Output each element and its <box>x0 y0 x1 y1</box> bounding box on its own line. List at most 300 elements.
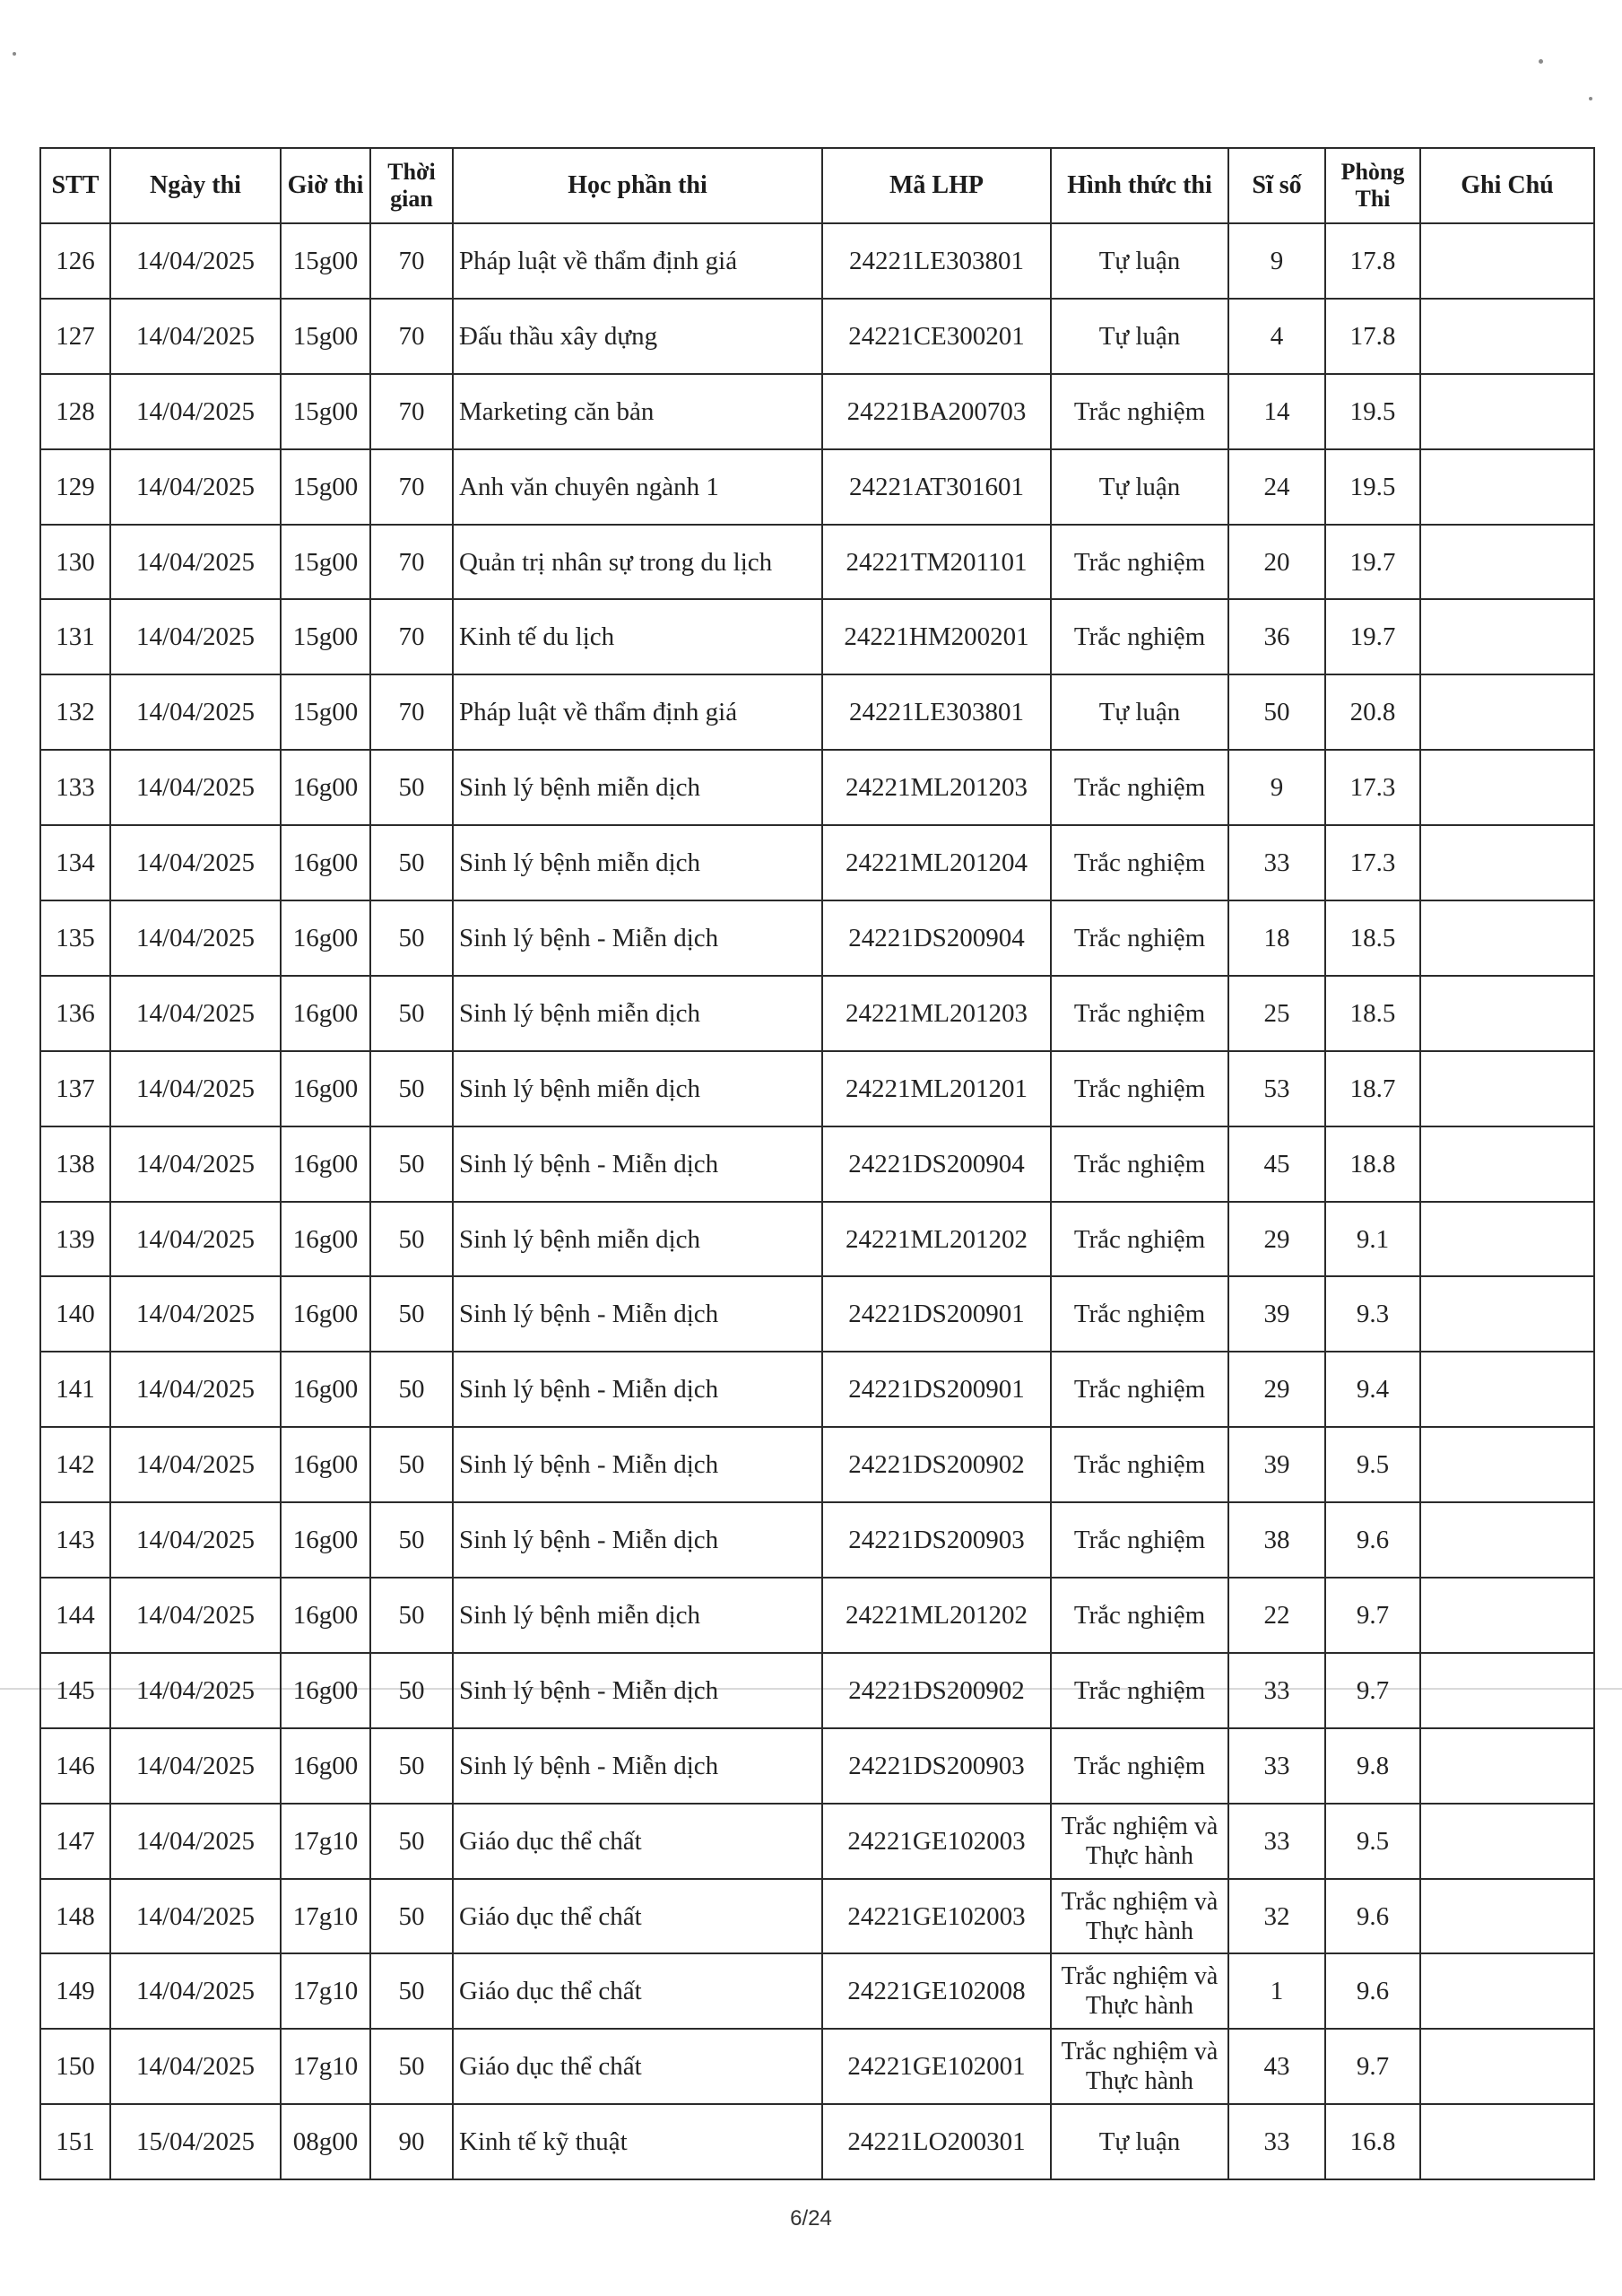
cell-stt: 140 <box>40 1276 110 1352</box>
cell-stt: 137 <box>40 1051 110 1126</box>
cell-code: 24221TM201101 <box>822 525 1051 600</box>
cell-code: 24221DS200901 <box>822 1352 1051 1427</box>
cell-stt: 148 <box>40 1879 110 1954</box>
cell-subject: Sinh lý bệnh miễn dịch <box>453 1578 822 1653</box>
cell-room: 19.7 <box>1325 525 1420 600</box>
cell-subject: Sinh lý bệnh miễn dịch <box>453 1051 822 1126</box>
cell-room: 18.5 <box>1325 976 1420 1051</box>
table-row <box>40 374 1594 449</box>
cell-date: 14/04/2025 <box>110 1502 281 1578</box>
cell-time: 16g00 <box>281 900 370 976</box>
cell-note <box>1420 1953 1594 2029</box>
cell-format: Trắc nghiệm <box>1051 1427 1228 1502</box>
cell-room: 9.1 <box>1325 1202 1420 1277</box>
cell-note <box>1420 374 1594 449</box>
cell-format: Trắc nghiệm <box>1051 1578 1228 1653</box>
cell-stt: 142 <box>40 1427 110 1502</box>
cell-subject: Sinh lý bệnh - Miễn dịch <box>453 1427 822 1502</box>
table-row <box>40 1352 1594 1427</box>
cell-note <box>1420 1804 1594 1879</box>
table-row <box>40 1502 1594 1578</box>
cell-note <box>1420 750 1594 825</box>
cell-note <box>1420 1728 1594 1804</box>
cell-duration: 50 <box>370 1202 453 1277</box>
cell-room: 19.7 <box>1325 599 1420 674</box>
cell-count: 45 <box>1228 1126 1325 1202</box>
cell-time: 16g00 <box>281 1578 370 1653</box>
cell-subject: Sinh lý bệnh - Miễn dịch <box>453 1276 822 1352</box>
cell-room: 16.8 <box>1325 2104 1420 2179</box>
cell-time: 16g00 <box>281 1427 370 1502</box>
cell-stt: 126 <box>40 223 110 299</box>
cell-note <box>1420 449 1594 525</box>
cell-time: 16g00 <box>281 1276 370 1352</box>
cell-format: Trắc nghiệm <box>1051 976 1228 1051</box>
cell-stt: 127 <box>40 299 110 374</box>
cell-date: 14/04/2025 <box>110 223 281 299</box>
cell-time: 16g00 <box>281 750 370 825</box>
table-row <box>40 449 1594 525</box>
table-row <box>40 1276 1594 1352</box>
cell-room: 9.6 <box>1325 1502 1420 1578</box>
cell-count: 43 <box>1228 2029 1325 2104</box>
cell-code: 24221HM200201 <box>822 599 1051 674</box>
cell-format: Trắc nghiệm <box>1051 1126 1228 1202</box>
cell-code: 24221GE102003 <box>822 1804 1051 1879</box>
cell-code: 24221BA200703 <box>822 374 1051 449</box>
cell-stt: 134 <box>40 825 110 900</box>
cell-count: 29 <box>1228 1202 1325 1277</box>
cell-code: 24221GE102008 <box>822 1953 1051 2029</box>
cell-date: 14/04/2025 <box>110 2029 281 2104</box>
cell-code: 24221DS200903 <box>822 1502 1051 1578</box>
cell-note <box>1420 1578 1594 1653</box>
cell-duration: 50 <box>370 825 453 900</box>
header-subject: Học phần thi <box>453 148 822 223</box>
cell-stt: 139 <box>40 1202 110 1277</box>
exam-schedule-table <box>39 147 1595 2180</box>
cell-count: 36 <box>1228 599 1325 674</box>
cell-subject: Giáo dục thể chất <box>453 2029 822 2104</box>
cell-code: 24221GE102003 <box>822 1879 1051 1954</box>
cell-duration: 70 <box>370 525 453 600</box>
cell-date: 14/04/2025 <box>110 1126 281 1202</box>
cell-format: Trắc nghiệm <box>1051 1728 1228 1804</box>
cell-code: 24221ML201201 <box>822 1051 1051 1126</box>
cell-room: 9.8 <box>1325 1728 1420 1804</box>
header-stt: STT <box>40 148 110 223</box>
cell-note <box>1420 674 1594 750</box>
cell-note <box>1420 2104 1594 2179</box>
cell-count: 33 <box>1228 2104 1325 2179</box>
table-row <box>40 1653 1594 1728</box>
header-date: Ngày thi <box>110 148 281 223</box>
cell-code: 24221ML201204 <box>822 825 1051 900</box>
cell-count: 29 <box>1228 1352 1325 1427</box>
cell-duration: 50 <box>370 1051 453 1126</box>
cell-count: 14 <box>1228 374 1325 449</box>
cell-stt: 141 <box>40 1352 110 1427</box>
header-format: Hình thức thi <box>1051 148 1228 223</box>
cell-subject: Giáo dục thể chất <box>453 1804 822 1879</box>
cell-note <box>1420 1202 1594 1277</box>
cell-time: 16g00 <box>281 1051 370 1126</box>
cell-duration: 50 <box>370 1578 453 1653</box>
cell-code: 24221DS200904 <box>822 1126 1051 1202</box>
cell-stt: 132 <box>40 674 110 750</box>
cell-date: 14/04/2025 <box>110 599 281 674</box>
cell-room: 17.8 <box>1325 223 1420 299</box>
cell-room: 17.3 <box>1325 750 1420 825</box>
cell-time: 15g00 <box>281 223 370 299</box>
cell-note <box>1420 599 1594 674</box>
cell-code: 24221DS200901 <box>822 1276 1051 1352</box>
cell-format: Trắc nghiệm và Thực hành <box>1051 1879 1228 1954</box>
cell-time: 16g00 <box>281 1653 370 1728</box>
cell-stt: 131 <box>40 599 110 674</box>
cell-stt: 149 <box>40 1953 110 2029</box>
table-row <box>40 825 1594 900</box>
table-row <box>40 599 1594 674</box>
cell-count: 39 <box>1228 1276 1325 1352</box>
cell-date: 14/04/2025 <box>110 674 281 750</box>
cell-subject: Sinh lý bệnh - Miễn dịch <box>453 1126 822 1202</box>
cell-room: 18.7 <box>1325 1051 1420 1126</box>
cell-time: 16g00 <box>281 1202 370 1277</box>
cell-subject: Kinh tế du lịch <box>453 599 822 674</box>
cell-format: Trắc nghiệm <box>1051 374 1228 449</box>
table-row <box>40 900 1594 976</box>
cell-note <box>1420 825 1594 900</box>
cell-subject: Anh văn chuyên ngành 1 <box>453 449 822 525</box>
cell-count: 33 <box>1228 1728 1325 1804</box>
cell-time: 15g00 <box>281 599 370 674</box>
cell-stt: 138 <box>40 1126 110 1202</box>
cell-count: 9 <box>1228 223 1325 299</box>
cell-stt: 150 <box>40 2029 110 2104</box>
cell-code: 24221LE303801 <box>822 674 1051 750</box>
cell-duration: 50 <box>370 1653 453 1728</box>
table-header-row <box>40 148 1594 223</box>
cell-date: 15/04/2025 <box>110 2104 281 2179</box>
cell-room: 9.7 <box>1325 1578 1420 1653</box>
cell-note <box>1420 299 1594 374</box>
cell-room: 9.3 <box>1325 1276 1420 1352</box>
cell-date: 14/04/2025 <box>110 449 281 525</box>
cell-room: 9.4 <box>1325 1352 1420 1427</box>
cell-time: 16g00 <box>281 1502 370 1578</box>
cell-count: 32 <box>1228 1879 1325 1954</box>
scan-speck <box>1589 97 1592 100</box>
cell-room: 19.5 <box>1325 449 1420 525</box>
cell-subject: Sinh lý bệnh - Miễn dịch <box>453 1728 822 1804</box>
cell-note <box>1420 900 1594 976</box>
cell-date: 14/04/2025 <box>110 1051 281 1126</box>
cell-date: 14/04/2025 <box>110 750 281 825</box>
cell-room: 9.7 <box>1325 2029 1420 2104</box>
cell-subject: Sinh lý bệnh miễn dịch <box>453 750 822 825</box>
cell-format: Trắc nghiệm <box>1051 1653 1228 1728</box>
table-row <box>40 1051 1594 1126</box>
cell-subject: Pháp luật về thẩm định giá <box>453 223 822 299</box>
cell-duration: 50 <box>370 1953 453 2029</box>
cell-note <box>1420 1352 1594 1427</box>
header-room: Phòng Thi <box>1325 148 1420 223</box>
cell-time: 15g00 <box>281 449 370 525</box>
cell-subject: Sinh lý bệnh miễn dịch <box>453 976 822 1051</box>
cell-date: 14/04/2025 <box>110 900 281 976</box>
cell-format: Trắc nghiệm <box>1051 1051 1228 1126</box>
cell-duration: 50 <box>370 1427 453 1502</box>
cell-code: 24221ML201202 <box>822 1578 1051 1653</box>
cell-duration: 50 <box>370 750 453 825</box>
cell-subject: Sinh lý bệnh - Miễn dịch <box>453 1352 822 1427</box>
cell-date: 14/04/2025 <box>110 299 281 374</box>
cell-time: 16g00 <box>281 976 370 1051</box>
cell-time: 08g00 <box>281 2104 370 2179</box>
cell-code: 24221ML201202 <box>822 1202 1051 1277</box>
cell-room: 17.8 <box>1325 299 1420 374</box>
cell-subject: Marketing căn bản <box>453 374 822 449</box>
cell-subject: Sinh lý bệnh - Miễn dịch <box>453 1502 822 1578</box>
cell-note <box>1420 1051 1594 1126</box>
cell-date: 14/04/2025 <box>110 1953 281 2029</box>
cell-time: 15g00 <box>281 674 370 750</box>
cell-format: Trắc nghiệm <box>1051 1502 1228 1578</box>
table-row <box>40 1427 1594 1502</box>
cell-duration: 50 <box>370 900 453 976</box>
cell-duration: 50 <box>370 1804 453 1879</box>
cell-date: 14/04/2025 <box>110 1352 281 1427</box>
cell-room: 9.6 <box>1325 1879 1420 1954</box>
cell-count: 24 <box>1228 449 1325 525</box>
cell-duration: 50 <box>370 1352 453 1427</box>
cell-format: Trắc nghiệm và Thực hành <box>1051 2029 1228 2104</box>
cell-count: 38 <box>1228 1502 1325 1578</box>
cell-format: Trắc nghiệm và Thực hành <box>1051 1804 1228 1879</box>
cell-room: 17.3 <box>1325 825 1420 900</box>
table-row <box>40 1804 1594 1879</box>
cell-stt: 128 <box>40 374 110 449</box>
cell-stt: 129 <box>40 449 110 525</box>
cell-duration: 70 <box>370 299 453 374</box>
cell-count: 1 <box>1228 1953 1325 2029</box>
cell-stt: 130 <box>40 525 110 600</box>
cell-duration: 90 <box>370 2104 453 2179</box>
cell-format: Trắc nghiệm <box>1051 1202 1228 1277</box>
cell-date: 14/04/2025 <box>110 1653 281 1728</box>
cell-duration: 50 <box>370 1502 453 1578</box>
cell-format: Tự luận <box>1051 674 1228 750</box>
cell-note <box>1420 1427 1594 1502</box>
cell-code: 24221CE300201 <box>822 299 1051 374</box>
cell-room: 18.5 <box>1325 900 1420 976</box>
cell-note <box>1420 1276 1594 1352</box>
table-row <box>40 1202 1594 1277</box>
scan-speck <box>1539 59 1543 64</box>
cell-date: 14/04/2025 <box>110 1202 281 1277</box>
cell-room: 9.6 <box>1325 1953 1420 2029</box>
cell-stt: 146 <box>40 1728 110 1804</box>
scan-speck <box>13 52 16 56</box>
cell-time: 15g00 <box>281 374 370 449</box>
cell-count: 22 <box>1228 1578 1325 1653</box>
cell-room: 9.5 <box>1325 1804 1420 1879</box>
cell-time: 15g00 <box>281 299 370 374</box>
cell-code: 24221AT301601 <box>822 449 1051 525</box>
cell-duration: 50 <box>370 1126 453 1202</box>
cell-date: 14/04/2025 <box>110 1276 281 1352</box>
cell-date: 14/04/2025 <box>110 825 281 900</box>
table-row <box>40 674 1594 750</box>
cell-stt: 147 <box>40 1804 110 1879</box>
cell-subject: Pháp luật về thẩm định giá <box>453 674 822 750</box>
cell-format: Tự luận <box>1051 223 1228 299</box>
cell-subject: Sinh lý bệnh - Miễn dịch <box>453 900 822 976</box>
table-row <box>40 750 1594 825</box>
cell-note <box>1420 2029 1594 2104</box>
cell-count: 53 <box>1228 1051 1325 1126</box>
cell-count: 33 <box>1228 825 1325 900</box>
cell-format: Tự luận <box>1051 449 1228 525</box>
cell-date: 14/04/2025 <box>110 1879 281 1954</box>
cell-code: 24221ML201203 <box>822 976 1051 1051</box>
cell-duration: 70 <box>370 599 453 674</box>
header-count: Sĩ số <box>1228 148 1325 223</box>
cell-room: 20.8 <box>1325 674 1420 750</box>
cell-room: 18.8 <box>1325 1126 1420 1202</box>
cell-format: Trắc nghiệm <box>1051 900 1228 976</box>
cell-duration: 50 <box>370 1276 453 1352</box>
cell-date: 14/04/2025 <box>110 374 281 449</box>
cell-format: Trắc nghiệm <box>1051 1276 1228 1352</box>
cell-format: Trắc nghiệm <box>1051 1352 1228 1427</box>
cell-count: 33 <box>1228 1804 1325 1879</box>
cell-note <box>1420 223 1594 299</box>
cell-stt: 135 <box>40 900 110 976</box>
cell-count: 39 <box>1228 1427 1325 1502</box>
cell-time: 17g10 <box>281 1953 370 2029</box>
cell-count: 25 <box>1228 976 1325 1051</box>
cell-count: 20 <box>1228 525 1325 600</box>
cell-date: 14/04/2025 <box>110 976 281 1051</box>
cell-duration: 50 <box>370 1879 453 1954</box>
table-row <box>40 525 1594 600</box>
cell-note <box>1420 1502 1594 1578</box>
table-row <box>40 1728 1594 1804</box>
cell-count: 50 <box>1228 674 1325 750</box>
cell-stt: 144 <box>40 1578 110 1653</box>
cell-time: 16g00 <box>281 1126 370 1202</box>
cell-room: 9.7 <box>1325 1653 1420 1728</box>
cell-code: 24221DS200902 <box>822 1427 1051 1502</box>
cell-time: 16g00 <box>281 825 370 900</box>
cell-format: Trắc nghiệm <box>1051 750 1228 825</box>
cell-subject: Giáo dục thể chất <box>453 1953 822 2029</box>
cell-time: 17g10 <box>281 1879 370 1954</box>
cell-time: 17g10 <box>281 2029 370 2104</box>
cell-subject: Sinh lý bệnh - Miễn dịch <box>453 1653 822 1728</box>
table-row <box>40 1578 1594 1653</box>
cell-code: 24221DS200903 <box>822 1728 1051 1804</box>
cell-note <box>1420 525 1594 600</box>
cell-date: 14/04/2025 <box>110 525 281 600</box>
cell-date: 14/04/2025 <box>110 1578 281 1653</box>
cell-duration: 70 <box>370 374 453 449</box>
cell-count: 4 <box>1228 299 1325 374</box>
cell-subject: Sinh lý bệnh miễn dịch <box>453 1202 822 1277</box>
header-duration: Thời gian <box>370 148 453 223</box>
cell-stt: 151 <box>40 2104 110 2179</box>
table-row <box>40 223 1594 299</box>
cell-note <box>1420 1879 1594 1954</box>
table-row <box>40 2104 1594 2179</box>
cell-format: Trắc nghiệm <box>1051 599 1228 674</box>
cell-duration: 50 <box>370 976 453 1051</box>
table-row <box>40 1879 1594 1954</box>
cell-note <box>1420 1126 1594 1202</box>
cell-time: 16g00 <box>281 1352 370 1427</box>
cell-duration: 50 <box>370 2029 453 2104</box>
cell-room: 19.5 <box>1325 374 1420 449</box>
cell-subject: Kinh tế kỹ thuật <box>453 2104 822 2179</box>
cell-code: 24221DS200902 <box>822 1653 1051 1728</box>
cell-format: Trắc nghiệm <box>1051 825 1228 900</box>
header-time: Giờ thi <box>281 148 370 223</box>
cell-stt: 143 <box>40 1502 110 1578</box>
cell-stt: 136 <box>40 976 110 1051</box>
cell-duration: 70 <box>370 449 453 525</box>
cell-stt: 133 <box>40 750 110 825</box>
cell-code: 24221LO200301 <box>822 2104 1051 2179</box>
cell-note <box>1420 976 1594 1051</box>
cell-code: 24221DS200904 <box>822 900 1051 976</box>
cell-subject: Quản trị nhân sự trong du lịch <box>453 525 822 600</box>
cell-code: 24221ML201203 <box>822 750 1051 825</box>
table-row <box>40 1953 1594 2029</box>
cell-subject: Sinh lý bệnh miễn dịch <box>453 825 822 900</box>
cell-format: Tự luận <box>1051 2104 1228 2179</box>
cell-subject: Giáo dục thể chất <box>453 1879 822 1954</box>
page-number: 6/24 <box>790 2206 832 2231</box>
cell-stt: 145 <box>40 1653 110 1728</box>
cell-room: 9.5 <box>1325 1427 1420 1502</box>
cell-date: 14/04/2025 <box>110 1728 281 1804</box>
table-row <box>40 1126 1594 1202</box>
cell-code: 24221LE303801 <box>822 223 1051 299</box>
cell-duration: 50 <box>370 1728 453 1804</box>
cell-time: 16g00 <box>281 1728 370 1804</box>
cell-format: Tự luận <box>1051 299 1228 374</box>
cell-duration: 70 <box>370 223 453 299</box>
cell-duration: 70 <box>370 674 453 750</box>
cell-time: 15g00 <box>281 525 370 600</box>
header-note: Ghi Chú <box>1420 148 1594 223</box>
header-code: Mã LHP <box>822 148 1051 223</box>
cell-count: 9 <box>1228 750 1325 825</box>
table-row <box>40 976 1594 1051</box>
table-row <box>40 299 1594 374</box>
cell-format: Trắc nghiệm và Thực hành <box>1051 1953 1228 2029</box>
cell-time: 17g10 <box>281 1804 370 1879</box>
cell-note <box>1420 1653 1594 1728</box>
cell-date: 14/04/2025 <box>110 1804 281 1879</box>
cell-format: Trắc nghiệm <box>1051 525 1228 600</box>
cell-count: 33 <box>1228 1653 1325 1728</box>
cell-code: 24221GE102001 <box>822 2029 1051 2104</box>
cell-subject: Đấu thầu xây dựng <box>453 299 822 374</box>
cell-date: 14/04/2025 <box>110 1427 281 1502</box>
